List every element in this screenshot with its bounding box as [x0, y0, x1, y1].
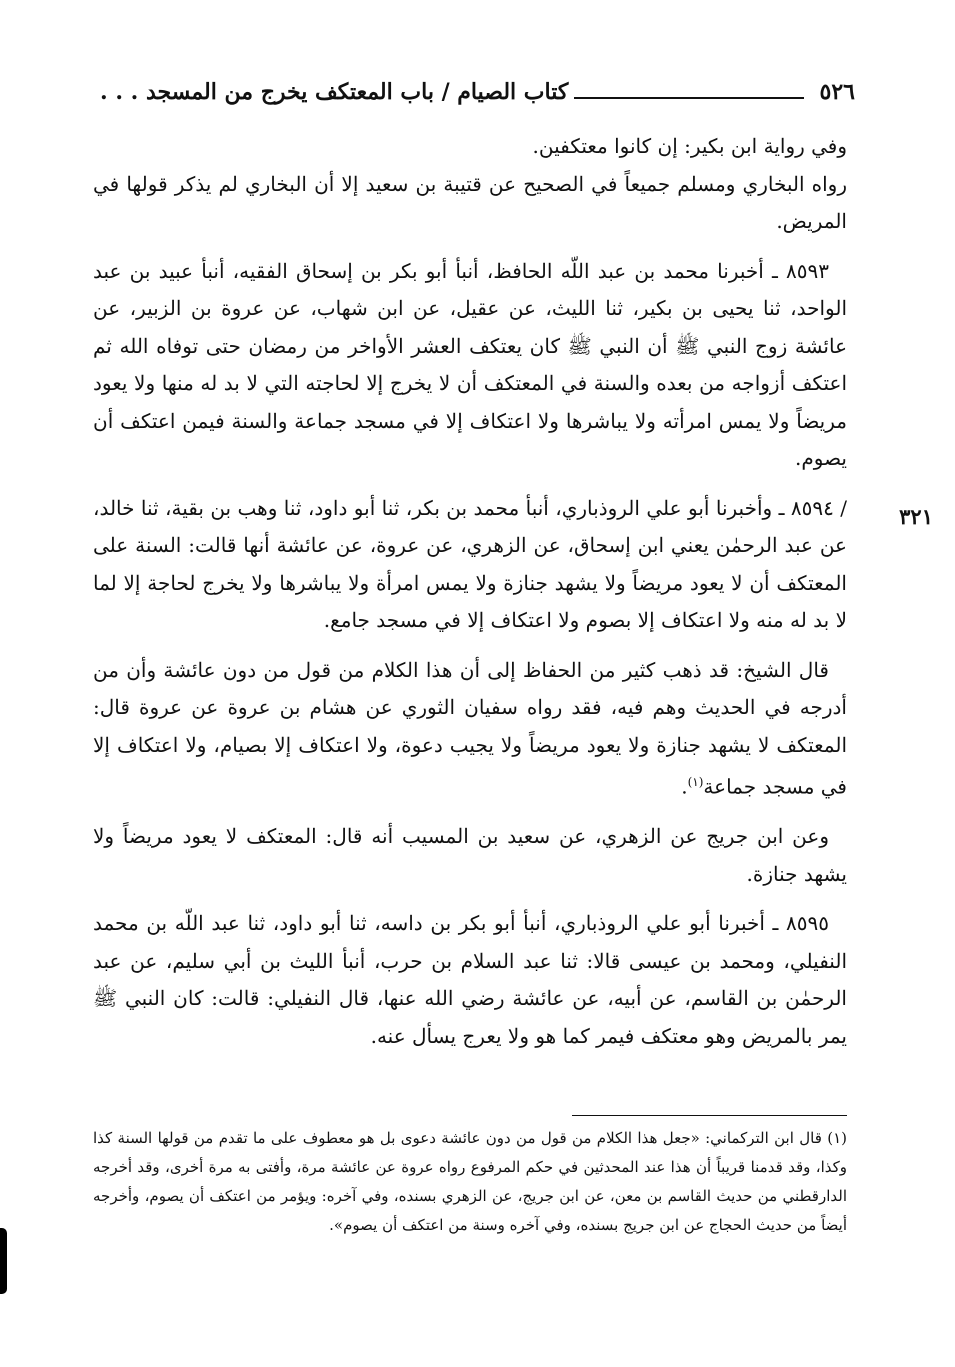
- footnotes: [93, 1124, 847, 1240]
- margin-volume-reference: ٣٢١: [899, 504, 933, 529]
- paragraph-ibn-bukayr-narration: وفي رواية ابن بكير: إن كانوا معتكفين.: [532, 134, 847, 158]
- hadith-8595: ٨٥٩٥ ـ أخبرنا أبو علي الروذباري، أنبأ أبو بكر بن داسه، ثنا أبو داود، ثنا عبد اللّه بن محمد النفيلي، ومحمد بن عيسى قالا: ثنا عبد السلام بن حرب، أنبأ الليث بن أبي سليم، عن عبد الرحمٰن بن القاسم، عن أبيه، عن عائشة رضي الله عنها، قال النفيلي: قالت: كان النبي ﷺ يمر بالمريض وهو معتكف فيمر كما هو ولا يعرج يسأل عنه.: [93, 911, 847, 1048]
- footnote-1: (١) قال ابن التركماني: «جعل هذا الكلام من قول من دون عائشة دعوى بل هو معطوف على ما تقدم من قولها السنة كذا وكذا، وقد قدمنا قريباً أن هذا عند المحدثين في حكم المرفوع رواه عروة عن عائشة مرة، وأفتى به مرة أخرى، وقد أخرجه الدارقطني من حديث القاسم بن معن، عن ابن جريج، عن الزهري بسنده، وفي آخره: ويؤمر من اعتكف أن يصوم، وأخرجه أيضاً من حديث الحجاج عن ابن جريج بسنده، وفي آخره وسنة من اعتكف أن يصوم».: [93, 1129, 847, 1234]
- header-rule: [574, 97, 803, 99]
- footnote-divider: [572, 1115, 847, 1116]
- sentence-end: .: [681, 774, 688, 799]
- page-number: ٥٢٦: [819, 79, 855, 105]
- shaykh-comment-text: قال الشيخ: قد ذهب كثير من الحفاظ إلى أن هذا الكلام من قول من دون عائشة وأن من أدرجه في الحديث وهم فيه، فقد رواه سفيان الثوري عن هشام بن عروة عن عروة قال: المعتكف لا يشهد جنازة ولا يعود مريضاً ولا يجيب دعوة، ولا اعتكاف إلا بصيام، ولا اعتكاف إلا في مسجد جماعة: [93, 657, 847, 799]
- hadith-8594: / ٨٥٩٤ ـ وأخبرنا أبو علي الروذباري، أنبأ محمد بن بكر، ثنا أبو داود، ثنا وهب بن بقية، ثنا خالد، عن عبد الرحمٰن يعني ابن إسحاق، عن الزهري، عن عروة، عن عائشة أنها قالت: السنة على المعتكف أن لا يعود مريضاً ولا يشهد جنازة ولا يمس امرأة ولا يباشرها ولا يخرج لحاجة إلا لما لا بد له منه ولا اعتكاف إلا بصوم ولا اعتكاف إلا في مسجد جامع.: [93, 495, 847, 632]
- footnote-reference: (١): [687, 775, 704, 789]
- paragraph-bukhari-muslim: رواه البخاري ومسلم جميعاً في الصحيح عن قتيبة بن سعيد إلا أن البخاري لم يذكر قولها في المريض.: [93, 171, 847, 233]
- paragraph-shaykh-comment: [93, 652, 847, 807]
- hadith-8593: ٨٥٩٣ ـ أخبرنا محمد بن عبد اللّه الحافظ، أنبأ أبو بكر بن إسحاق الفقيه، أنبأ عبيد بن عبد الواحد، ثنا يحيى بن بكير، ثنا الليث، عن عقيل، عن ابن شهاب، عن عروة بن الزبير، عن عائشة زوج النبي ﷺ أن النبي ﷺ كان يعتكف العشر الأواخر من رمضان حتى توفاه الله ثم اعتكف أزواجه من بعده والسنة في المعتكف أن لا يخرج إلا لحاجته التي لا بد له منها ولا يعود مريضاً ولا يمس امرأته ولا يباشرها ولا اعتكاف إلا في مسجد جماعة والسنة فيمن اعتكف أن يصوم.: [93, 258, 847, 470]
- chapter-title: كتاب الصيام / باب المعتكف يخرج من المسجد . . .: [100, 79, 569, 105]
- scan-edge-mark: [0, 1228, 7, 1294]
- paragraph-ibn-jurayj: وعن ابن جريج عن الزهري، عن سعيد بن المسيب أنه قال: المعتكف لا يعود مريضاً ولا يشهد جنازة.: [93, 824, 847, 886]
- running-header: [100, 72, 855, 112]
- main-text: [93, 128, 847, 1055]
